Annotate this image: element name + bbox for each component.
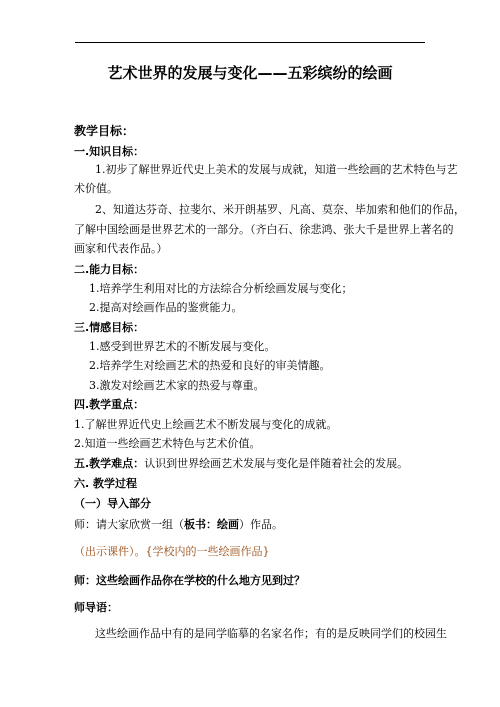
key-points-item-2: 2.知道一些绘画艺术特色与艺术价值。 bbox=[74, 437, 261, 450]
emotion-item-3: 3.激发对绘画艺术家的热爱与尊重。 bbox=[89, 379, 265, 392]
teacher-prefix: 师：请大家欣赏一组（ bbox=[74, 518, 184, 531]
emotion-heading: 三.情感目标： bbox=[74, 321, 145, 334]
ability-heading: 二.能力目标： bbox=[74, 263, 145, 276]
key-points-item-1: 1.了解世界近代史上绘画艺术不断发展与变化的成就。 bbox=[74, 418, 338, 431]
document-title: 艺术世界的发展与变化——五彩缤纷的绘画 bbox=[107, 64, 393, 82]
difficulty-line bbox=[74, 457, 408, 471]
header-rule bbox=[75, 42, 425, 43]
process-heading: 六. 教学过程 bbox=[74, 477, 138, 490]
intro-subheading: （一）导入部分 bbox=[74, 497, 151, 510]
difficulty-text: 认识到世界绘画艺术发展与变化是伴随着社会的发展。 bbox=[144, 457, 409, 470]
guide-heading: 师导语： bbox=[74, 601, 118, 614]
emotion-item-1: 1.感受到世界艺术的不断发展与变化。 bbox=[89, 340, 276, 353]
courseware-note: （出示课件）。{学校内的一些绘画作品} bbox=[74, 545, 270, 558]
key-points-heading: 四.教学重点： bbox=[74, 398, 145, 411]
ability-item-2: 2.提高对绘画作品的鉴赏能力。 bbox=[89, 301, 243, 314]
knowledge-item-1-line-1: 1.初步了解世界近代史上美术的发展与成就，知道一些绘画的艺术特色与艺 bbox=[95, 163, 458, 176]
goals-heading: 教学目标： bbox=[74, 124, 135, 138]
guide-text: 这些绘画作品中有的是同学临摹的名家名作；有的是反映同学们的校园生 bbox=[95, 627, 447, 640]
teacher-question: 师：这些绘画作品你在学校的什么地方见到过？ bbox=[74, 574, 305, 587]
teacher-line bbox=[74, 518, 283, 532]
knowledge-item-2-line-1: 2、知道达芬奇、拉斐尔、米开朗基罗、凡高、莫奈、毕加索和他们的作品， bbox=[95, 203, 465, 216]
difficulty-heading: 五.教学难点： bbox=[74, 457, 145, 470]
emotion-item-2: 2.培养学生对绘画艺术的热爱和良好的审美情趣。 bbox=[89, 359, 331, 372]
board-label: 板书：绘画 bbox=[184, 518, 239, 531]
knowledge-item-2-line-3: 画家和代表作品。） bbox=[74, 242, 168, 255]
ability-item-1: 1.培养学生利用对比的方法综合分析绘画发展与变化； bbox=[89, 282, 353, 295]
knowledge-item-2-line-2: 了解中国绘画是世界艺术的一部分。（齐白石、徐悲鸿、张大千是世界上著名的 bbox=[74, 223, 454, 236]
knowledge-item-1-line-2: 术价值。 bbox=[74, 182, 118, 195]
teacher-suffix: ）作品。 bbox=[239, 518, 283, 531]
knowledge-heading: 一.知识目标： bbox=[74, 145, 145, 158]
